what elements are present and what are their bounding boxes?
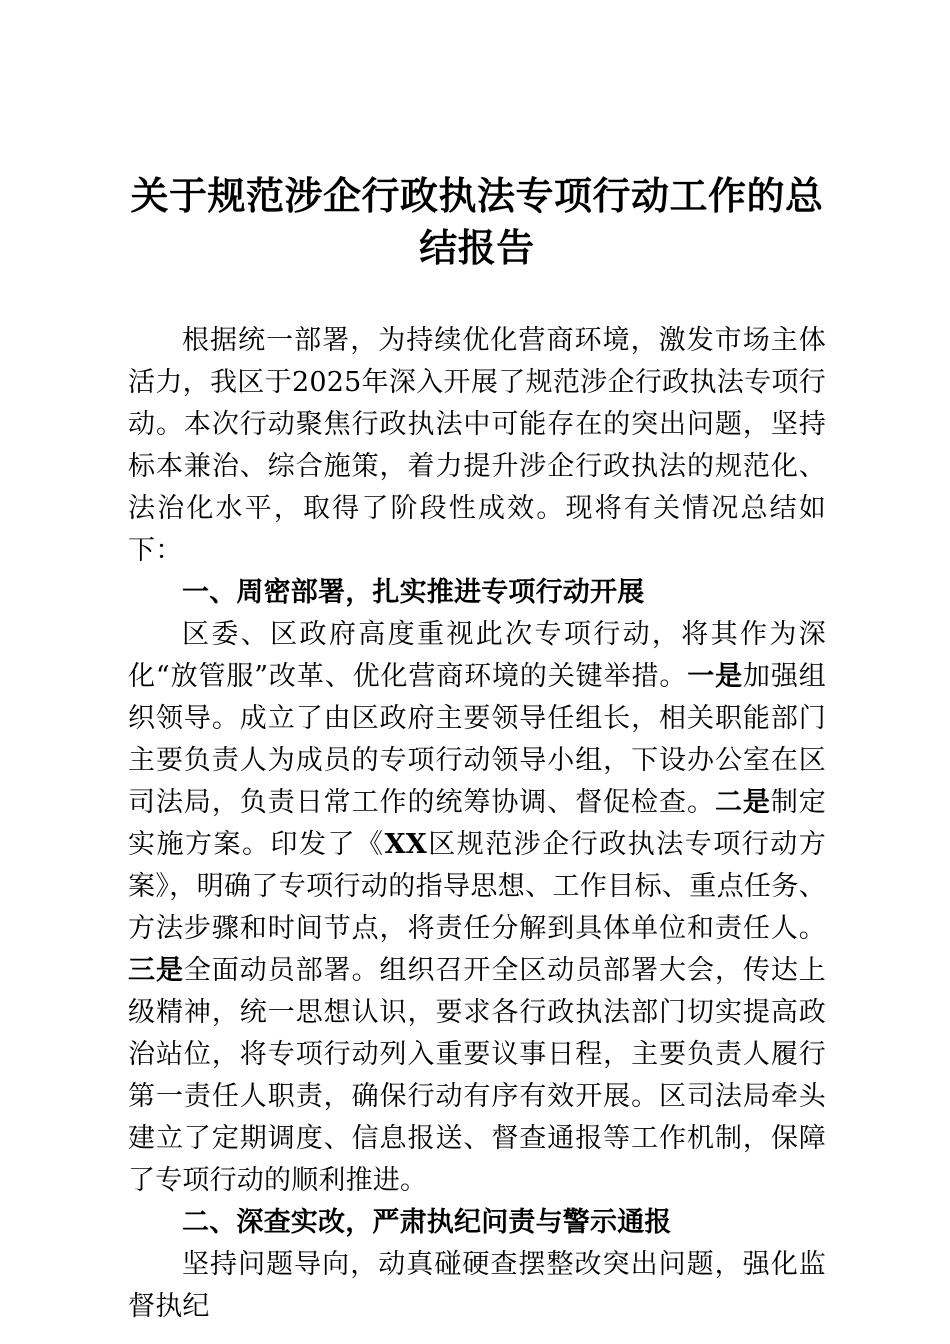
body-text: 区委、区政府高度重视此次专项行动，将其作为深化“放管服”改革、优化营商环境的关键举措。 <box>128 619 826 692</box>
page-title: 关于规范涉企行政执法专项行动工作的总结报告 <box>130 173 824 270</box>
body-text: 制定实施方案。印发了《 <box>128 787 826 860</box>
emphasis-text: 二是 <box>714 787 771 818</box>
body-text: 加强组织领导。成立了由区政府主要领导任组长，相关职能部门主要负责人为成员的专项行动领导小组，下设办公室在区司法局，负责日常工作的统筹协调、督促检查。 <box>128 661 826 818</box>
paragraph-section-2: 坚持问题导向，动真碰硬查摆整改突出问题，强化监督执纪 <box>128 1249 826 1322</box>
document-content <box>128 170 826 1328</box>
emphasis-text: 一是 <box>687 661 744 692</box>
emphasis-text: 三是 <box>128 955 184 986</box>
body-text: 全面动员部署。组织召开全区动员部署大会，传达上级精神，统一思想认识，要求各行政执法部门切实提高政治站位，将专项行动列入重要议事日程，主要负责人履行第一责任人职责，确保行动有序有效开展。区司法局牵头建立了定期调度、信息报送、督查通报等工作机制，保障了专项行动的顺利推进。 <box>128 955 826 1196</box>
body-text: 区规范涉企行政执法专项行动方案》，明确了专项行动的指导思想、工作目标、重点任务、方法步骤和时间节点，将责任分解到具体单位和责任人。 <box>128 829 826 944</box>
section-heading-2: 二、深查实改，严肃执纪问责与警示通报 <box>182 1207 672 1238</box>
paragraph-intro: 根据统一部署，为持续优化营商环境，激发市场主体活力，我区于2025年深入开展了规范涉企行政执法专项行动。本次行动聚焦行政执法中可能存在的突出问题，坚持标本兼治、综合施策，着力提升涉企行政执法的规范化、法治化水平，取得了阶段性成效。现将有关情况总结如下： <box>128 325 826 566</box>
section-heading-1: 一、周密部署，扎实推进专项行动开展 <box>182 577 645 608</box>
paragraph-section-1 <box>128 614 826 1202</box>
emphasis-text: XX <box>384 829 427 860</box>
